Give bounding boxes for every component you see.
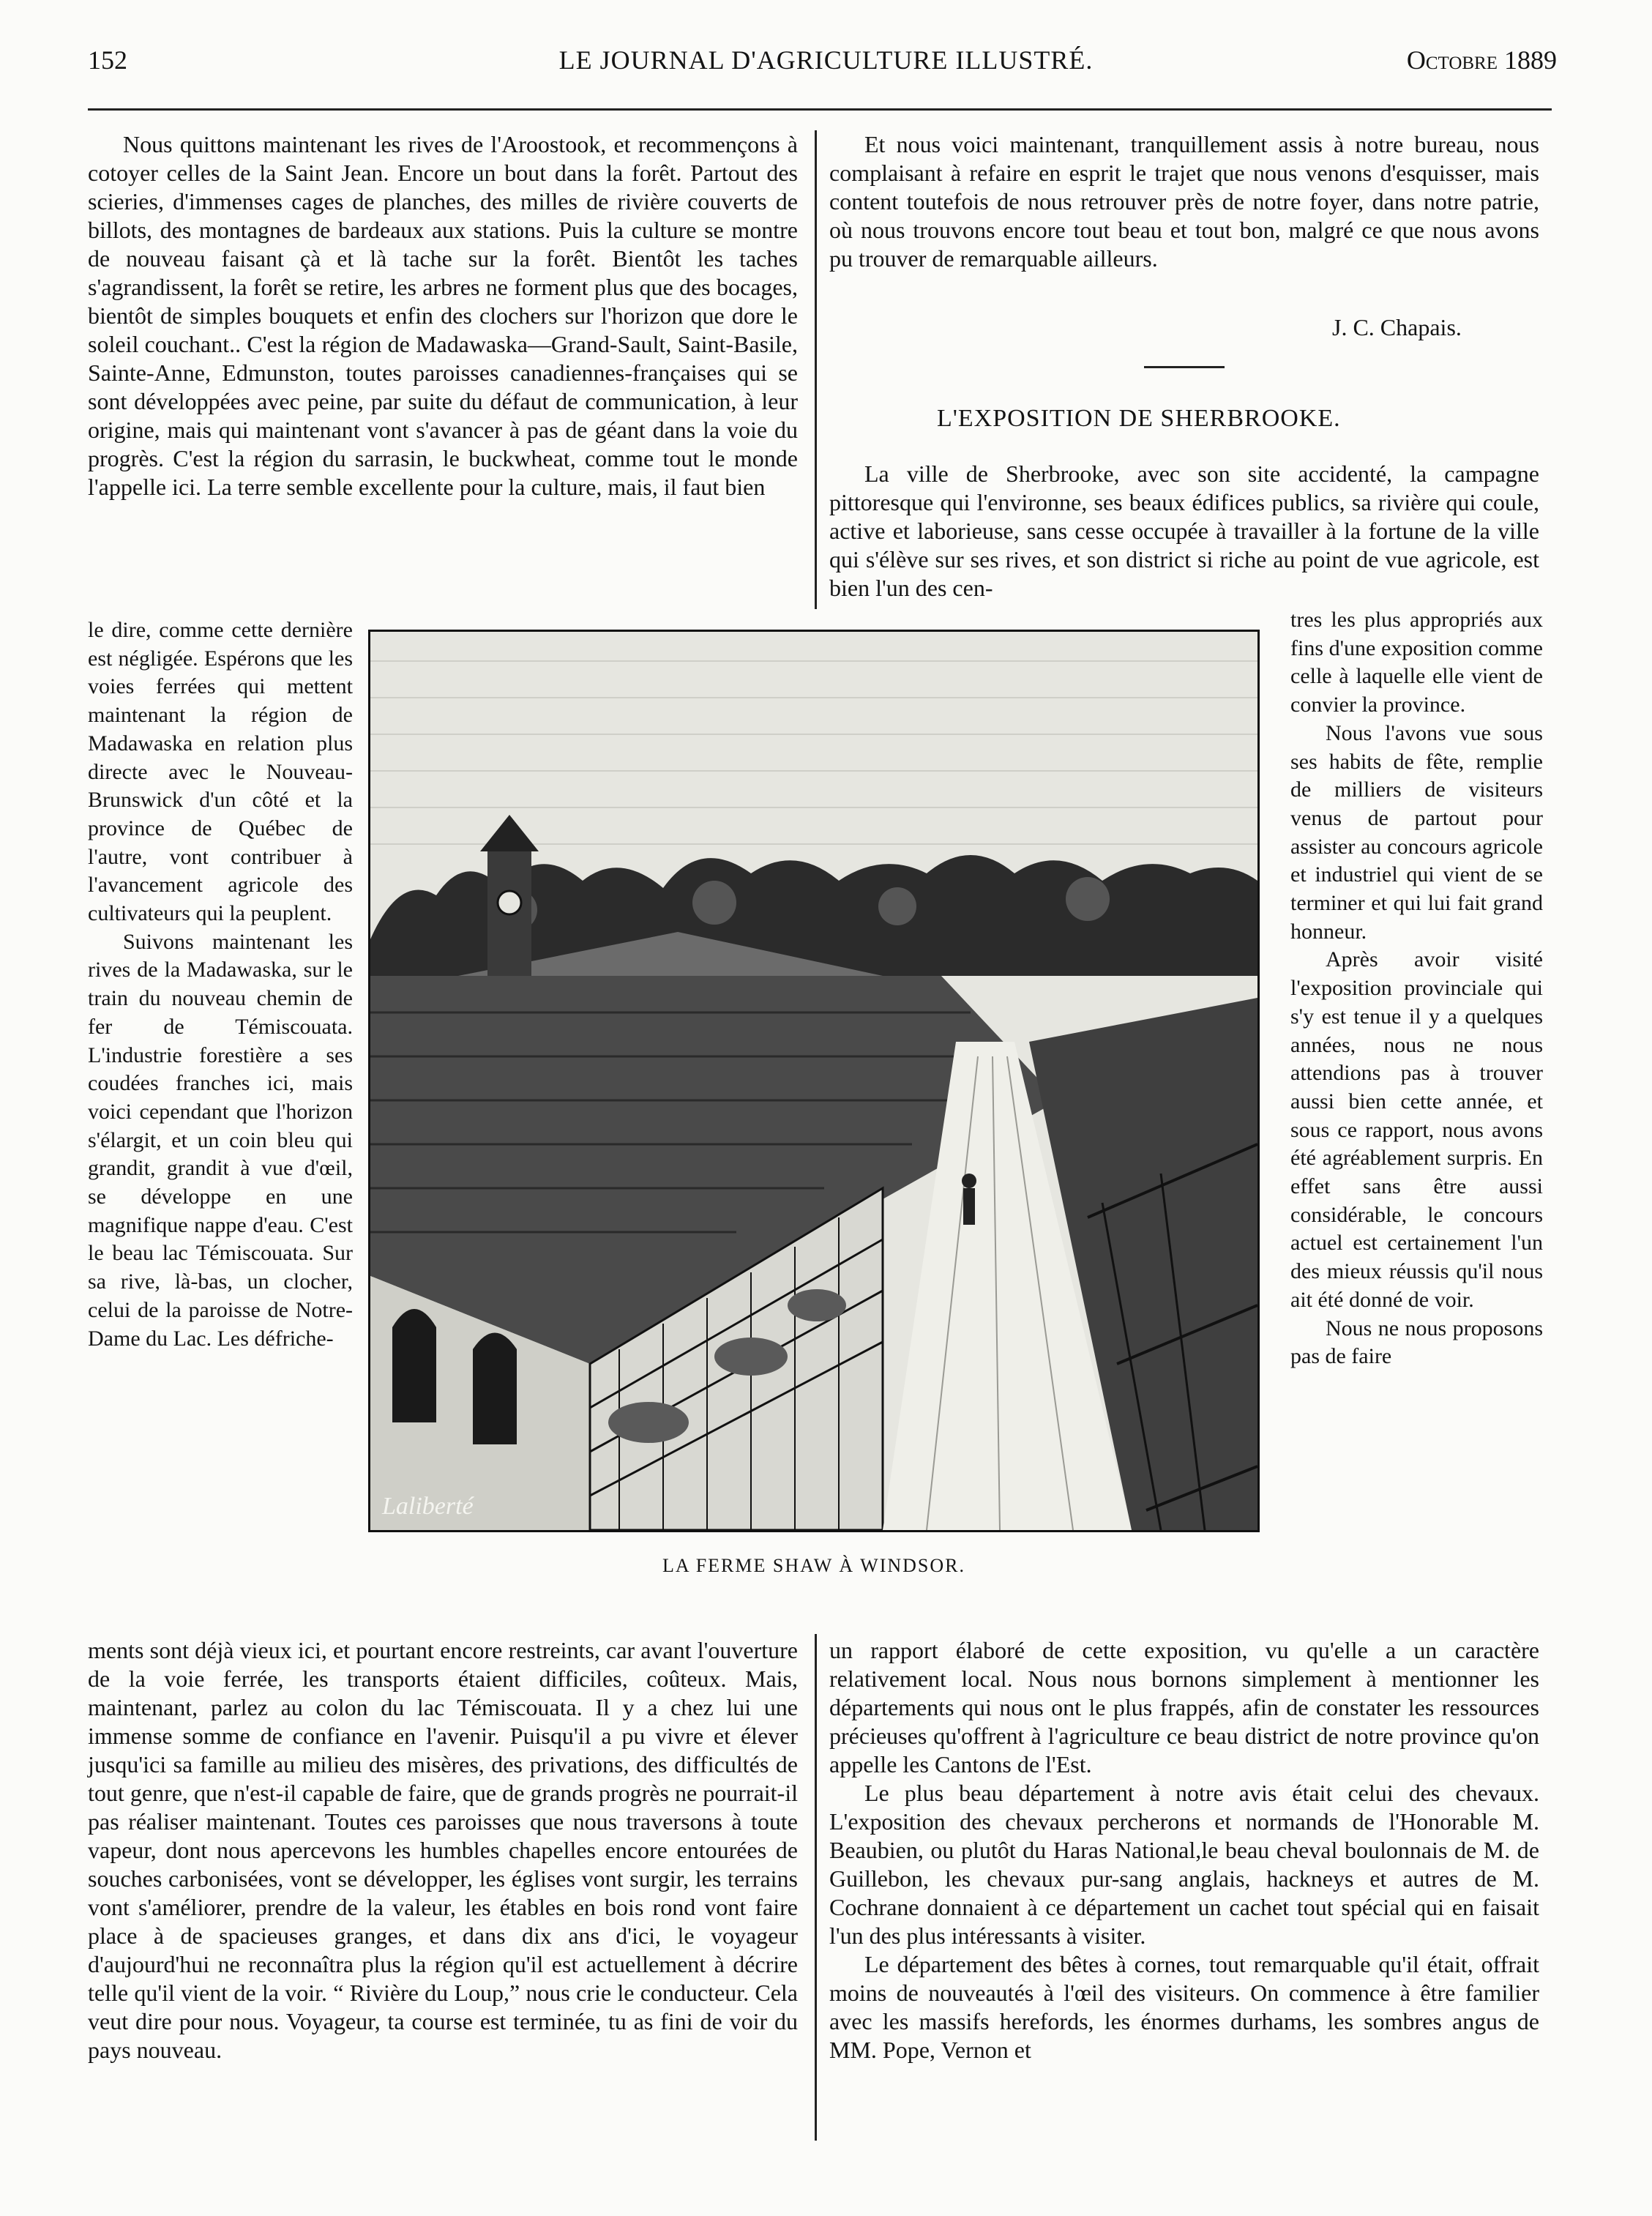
page-number: 152 (88, 45, 127, 75)
figure-caption: LA FERME SHAW À WINDSOR. (662, 1555, 966, 1576)
paragraph: Le plus beau département à notre avis était celui des chevaux. L'exposition des chevaux percherons et normands de l'Honorable M. Beaubien, ou plutôt du Haras National,le beau cheval boulonnais de M. de Guillebon, les chevaux pur-sang anglais, hackneys et autres de M. Cochrane donnaient à ce département un cachet tout spécial qui en faisait l'un des plus intéressants à visiter. (829, 1780, 1539, 1949)
column-divider-top (815, 130, 817, 609)
paragraph: Nous quittons maintenant les rives de l'Aroostook, et recommençons à cotoyer celles de la Saint Jean. Encore un bout dans la forêt. Partout des scieries, d'immenses cages de planches, des milles de rivière couverts de billots, des montagnes de bardeaux aux stations. Puis la culture se montre de nouveau faisant çà et là tache sur la forêt. Bientôt les taches s'agrandissent, la forêt se retire, les arbres ne forment plus que des bocages, bientôt de simples bouquets et enfin des clochers sur l'horizon que dore le soleil couchant.. C'est la région de Madawaska—Grand-Sault, Saint-Basile, Sainte-Anne, Edmunston, toutes paroisses canadiennes-françaises qui se sont développées avec peine, par suite du défaut de communication, à leur origine, mais qui maintenant vont s'avancer à pas de géant dans la voie du progrès. C'est la région du sarrasin, le buckwheat, comme tout le monde l'appelle ici. La terre semble excellente pour la culture, mais, il faut bien (88, 131, 798, 500)
paragraph: Et nous voici maintenant, tranquillement assis à notre bureau, nous complaisant à refaire en esprit le trajet que nous venons d'esquisser, mais content toutefois de nous retrouver près de notre foyer, dans notre patrie, où nous trouvons encore tout beau et tout bon, malgré ce que nous avons pu trouver de remarquable ailleurs. (829, 131, 1539, 272)
paragraph: La ville de Sherbrooke, avec son site accidenté, la campagne pittoresque qui l'environne, ses beaux édifices publics, sa rivière qui coule, active et laborieuse, sans cesse occupée à travailler à la fortune de la ville qui s'élève sur ses rives, et son district si riche au point de vue agricole, est bien l'un des cen- (829, 460, 1539, 601)
article-left-bottom (88, 1636, 798, 2064)
article-right-intro (829, 460, 1539, 603)
paragraph: le dire, comme cette dernière est négligée. Espérons que les voies ferrées qui mettent maintenant la région de Madawaska en relation plus directe avec le Nouveau-Brunswick d'un côté et la province de Québec de l'autre, vont contribuer à l'avancement agricole des cultivateurs qui la peuplent. (88, 618, 353, 926)
article-left-narrow (88, 616, 353, 1353)
article-right-narrow (1290, 606, 1543, 1371)
article-right-bottom (829, 1636, 1539, 2064)
author-signature: J. C. Chapais. (1332, 314, 1462, 340)
article-right-top (829, 130, 1539, 273)
paragraph: un rapport élaboré de cette exposition, vu qu'elle a un caractère relativement local. Nous nous bornons simplement à mentionner les départements qui nous ont le plus frappés, afin de constater les ressources précieuses qu'offrent à l'agriculture ce beau district de notre province qu'on appelle les Cantons de l'Est. (829, 1637, 1539, 1777)
header-rule (88, 108, 1552, 111)
paragraph: tres les plus appropriés aux fins d'une exposition comme celle à laquelle elle vient de convier la province. (1290, 608, 1543, 717)
section-title: L'EXPOSITION DE SHERBROOKE. (937, 405, 1341, 432)
farm-engraving-image (368, 630, 1260, 1532)
paragraph: Le département des bêtes à cornes, tout remarquable qu'il était, offrait moins de nouveautés à l'œil des visiteurs. On commence à être familier avec les massifs herefords, les énormes durhams, les sombres angus de MM. Pope, Vernon et (829, 1951, 1539, 2063)
article-left-top (88, 130, 798, 501)
paragraph: Nous ne nous proposons pas de faire (1290, 1316, 1543, 1369)
journal-title: LE JOURNAL D'AGRICULTURE ILLUSTRÉ. (558, 45, 1094, 75)
paragraph: Nous l'avons vue sous ses habits de fête, remplie de milliers de visiteurs venus de partout pour assister au concours agricole et industriel qui vient de se terminer et qui lui fait grand honneur. (1290, 720, 1543, 944)
paragraph: Après avoir visité l'exposition provinciale qui s'y est tenue il y a quelques années, nous ne nous attendions pas à trouver aussi bien cette année, et sous ce rapport, nous avons été agréablement surpris. En effet sans être aussi considérable, le concours actuel est certainement l'un des mieux réussis qu'il nous ait été donné de voir. (1290, 947, 1543, 1312)
separator-rule (1144, 366, 1225, 368)
engraver-signature: Laliberté (382, 1493, 474, 1520)
paragraph: ments sont déjà vieux ici, et pourtant encore restreints, car avant l'ouverture de la voie ferrée, les transports étaient difficiles, coûteux. Mais, maintenant, parlez au colon du lac Témiscouata. Il y a chez lui une immense somme de confiance en l'avenir. Puisqu'il a pu vivre et élever jusqu'ici sa famille au milieu des misères, des privations, des difficultés de tout genre, que n'est-il capable de faire, que de grands progrès ne pourrait-il pas réaliser maintenant. Toutes ces paroisses que nous traversons à toute vapeur, dont nous apercevons les humbles chapelles encore entourées de souches carbonisées, vont se développer, les églises vont surgir, les terrains vont s'améliorer, prendre de la valeur, les étables en bois rond vont faire place à de spacieuses granges, et dans dix ans d'ici, le voyageur d'aujourd'hui ne reconnaîtra plus la région qu'il est actuellement à décrire telle qu'il vient de la voir. “ Rivière du Loup,” nous crie le conducteur. Cela veut dire pour nous. Voyageur, ta course est terminée, tu as fini de voir du pays nouveau. (88, 1637, 798, 2063)
farm-engraving-drawing (370, 632, 1257, 1530)
paragraph: Suivons maintenant les rives de la Madawaska, sur le train du nouveau chemin de fer de Témiscouata. L'industrie forestière a ses coudées franches ici, mais voici cependant que l'horizon s'élargit, et un coin bleu qui grandit, grandit à vue d'œil, se développe en une magnifique nappe d'eau. C'est le beau lac Témiscouata. Sur sa rive, là-bas, un clocher, celui de la paroisse de Notre-Dame du Lac. Les défriche- (88, 929, 353, 1351)
issue-date: Octobre 1889 (1406, 45, 1557, 75)
column-divider-bottom (815, 1634, 817, 2141)
